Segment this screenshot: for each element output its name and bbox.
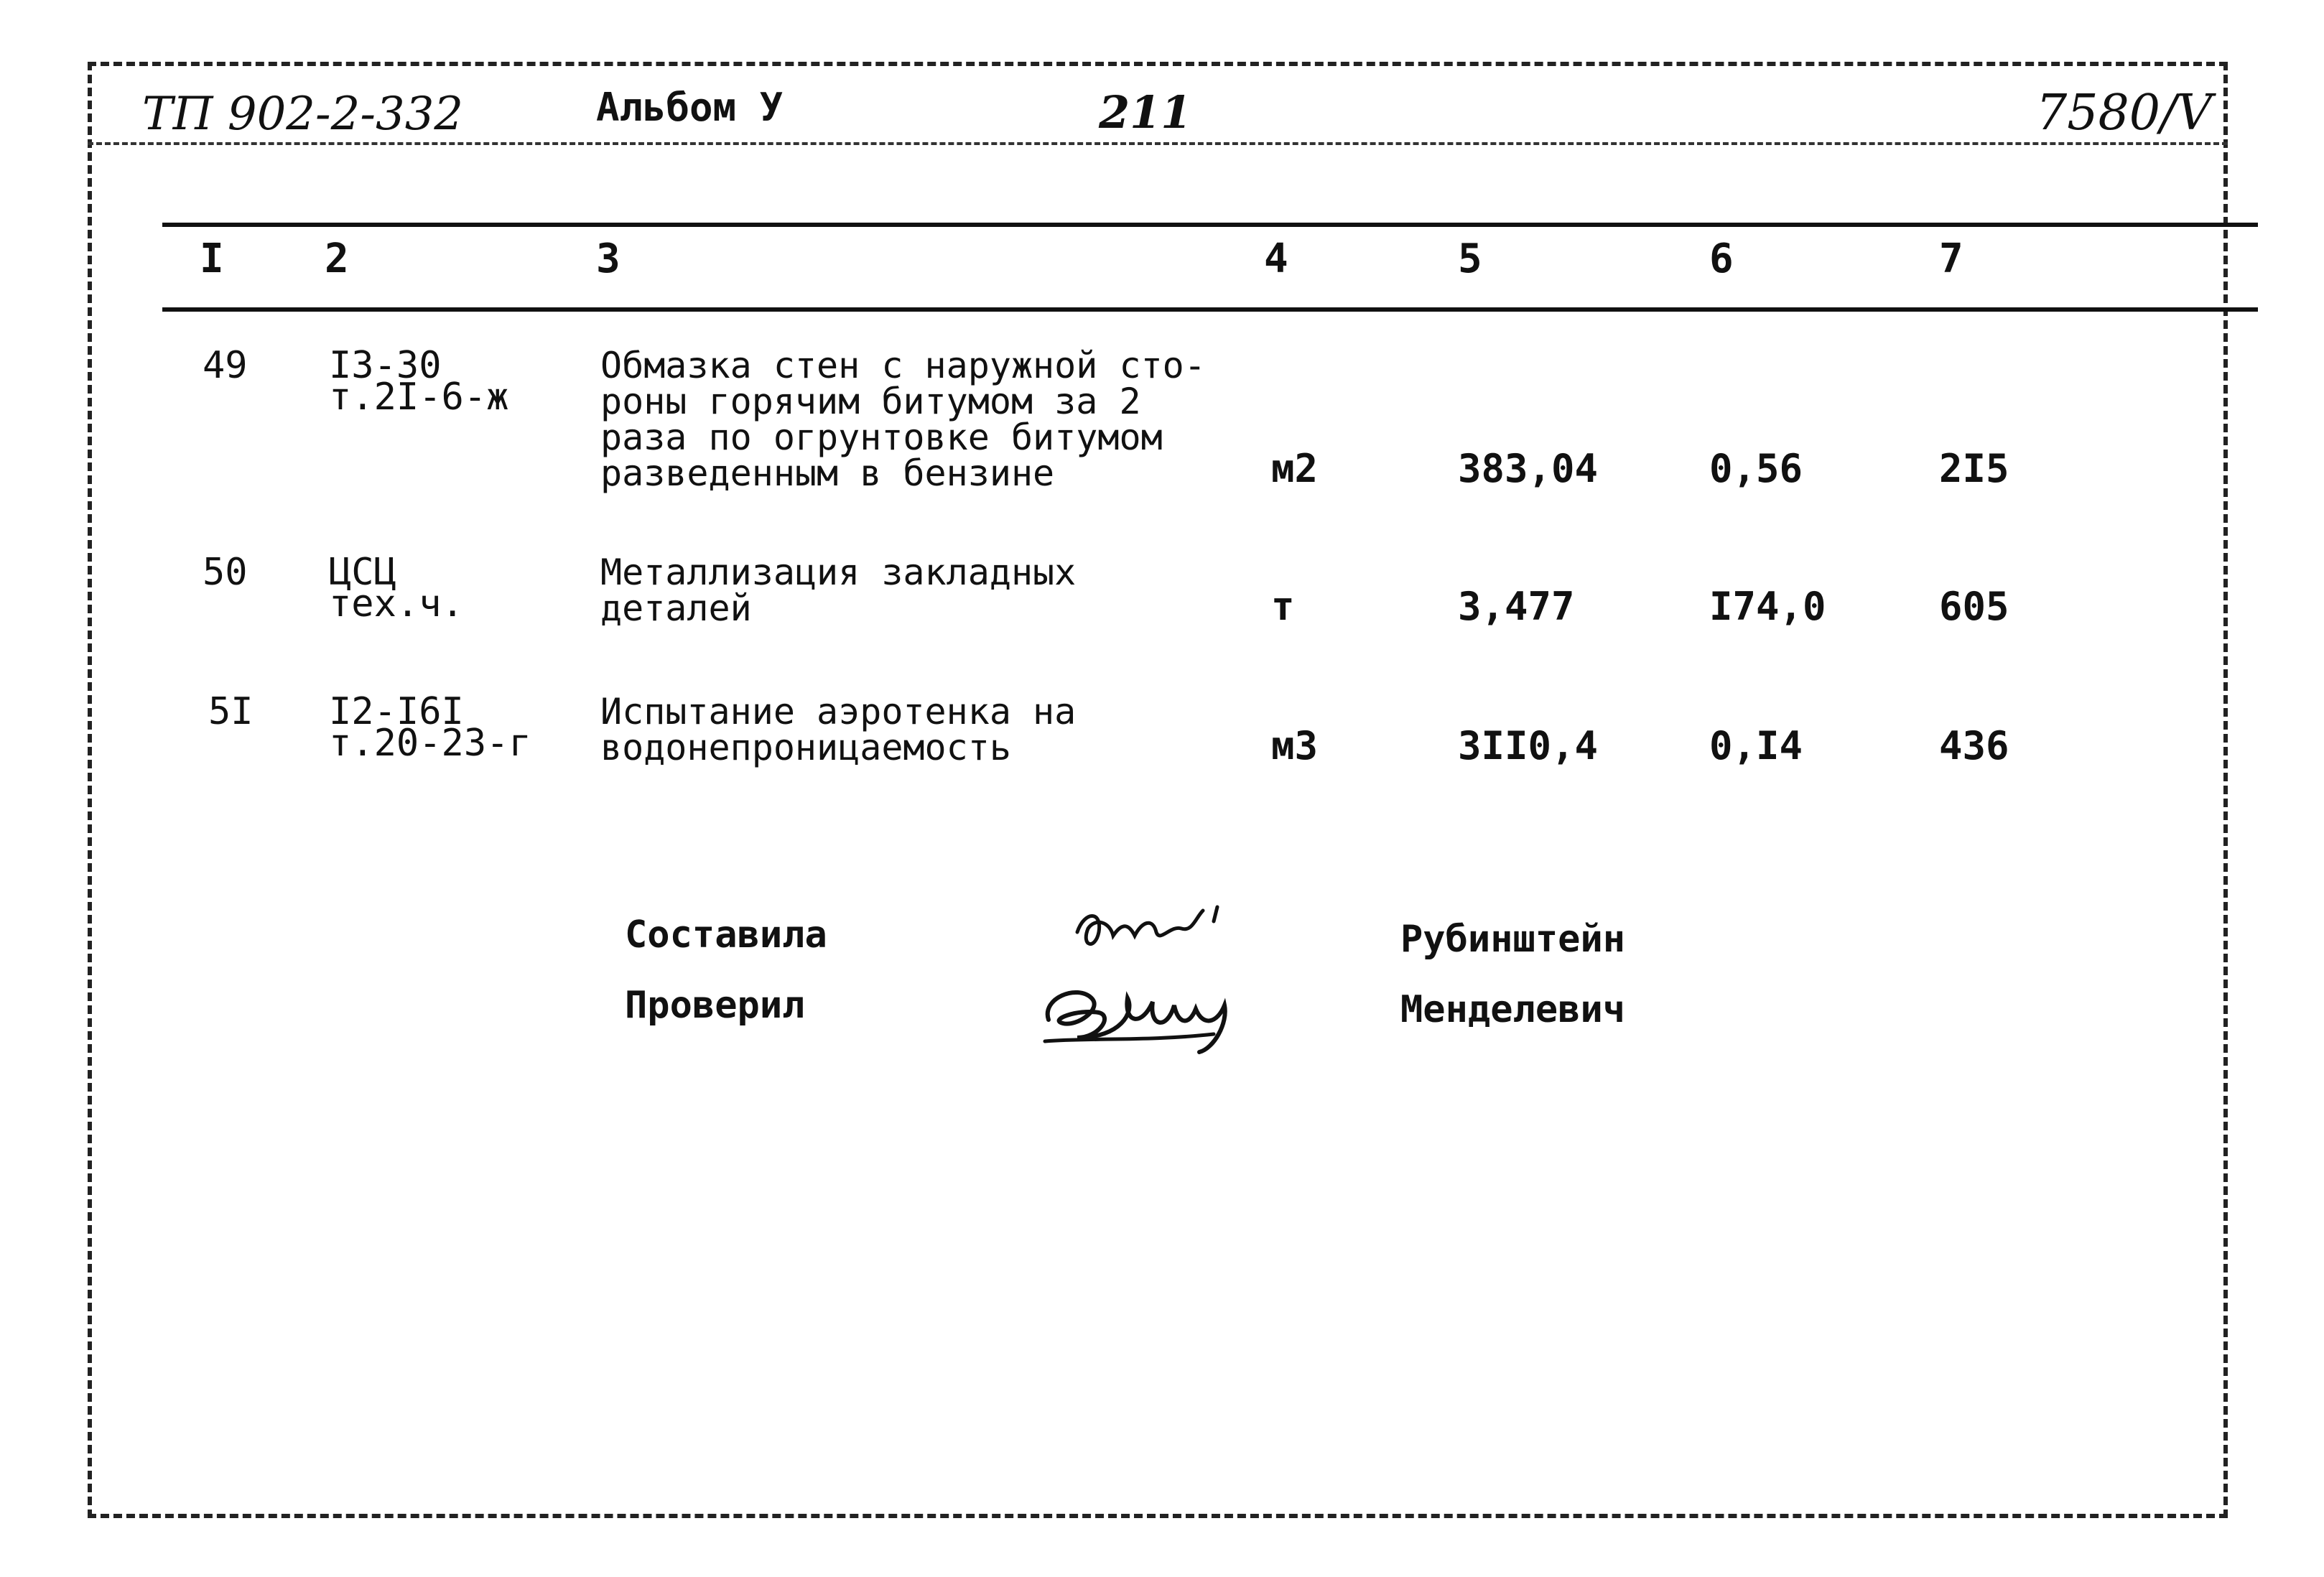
unit-rate: 0,56 xyxy=(1709,446,1803,491)
work-description: Испытание аэротенка на водонепроницаемость xyxy=(600,691,1077,768)
unit-rate: 0,I4 xyxy=(1709,723,1803,768)
unit-rate: I74,0 xyxy=(1709,584,1826,629)
compiler-signature xyxy=(1070,896,1250,961)
page-number: 211 xyxy=(1099,86,1192,139)
work-description: Обмазка стен с наружной сто- роны горячим битумом за 2 раза по огрунтовке битумом разведенным в бензине xyxy=(600,345,1206,494)
row-number: 5I xyxy=(208,690,254,733)
checked-by-label: Проверил xyxy=(625,984,805,1027)
header-divider xyxy=(88,142,2228,145)
column-header-6: 6 xyxy=(1709,236,1734,282)
norm-table-ref: т.20-23-г xyxy=(329,722,531,765)
work-description: Металлизация закладных деталей xyxy=(600,552,1077,629)
album-label: Альбом У xyxy=(596,85,784,130)
column-header-4: 4 xyxy=(1264,236,1288,282)
norm-table-ref: тех.ч. xyxy=(329,582,464,625)
unit: м3 xyxy=(1271,723,1319,768)
column-header-2: 2 xyxy=(325,236,349,282)
column-header-7: 7 xyxy=(1939,236,1963,282)
page-frame xyxy=(88,62,2228,1518)
checker-signature xyxy=(1034,969,1264,1063)
inventory-number: 7580/V xyxy=(2036,85,2213,141)
norm-code: I3-30 xyxy=(329,344,442,387)
row-number: 49 xyxy=(203,344,248,387)
norm-code: ЦСЦ xyxy=(329,551,396,594)
document-code: ТП 902-2-332 xyxy=(142,88,464,141)
unit: м2 xyxy=(1271,446,1319,491)
total-cost: 605 xyxy=(1939,584,2009,629)
checked-by-name: Менделевич xyxy=(1400,988,1626,1031)
unit: т xyxy=(1271,584,1295,629)
norm-code: I2-I6I xyxy=(329,690,464,733)
compiled-by-name: Рубинштейн xyxy=(1400,918,1626,961)
column-header-3: 3 xyxy=(596,236,620,282)
column-header-1: I xyxy=(200,236,224,282)
total-cost: 2I5 xyxy=(1939,446,2009,491)
total-cost: 436 xyxy=(1939,723,2009,768)
table-top-rule xyxy=(162,223,2258,227)
row-number: 50 xyxy=(203,551,248,594)
quantity: 3,477 xyxy=(1458,584,1575,629)
table-header-rule xyxy=(162,307,2258,312)
norm-table-ref: т.2I-6-ж xyxy=(329,376,509,419)
compiled-by-label: Составила xyxy=(625,913,827,957)
quantity: 3II0,4 xyxy=(1458,723,1599,768)
column-header-5: 5 xyxy=(1458,236,1482,282)
quantity: 383,04 xyxy=(1458,446,1599,491)
